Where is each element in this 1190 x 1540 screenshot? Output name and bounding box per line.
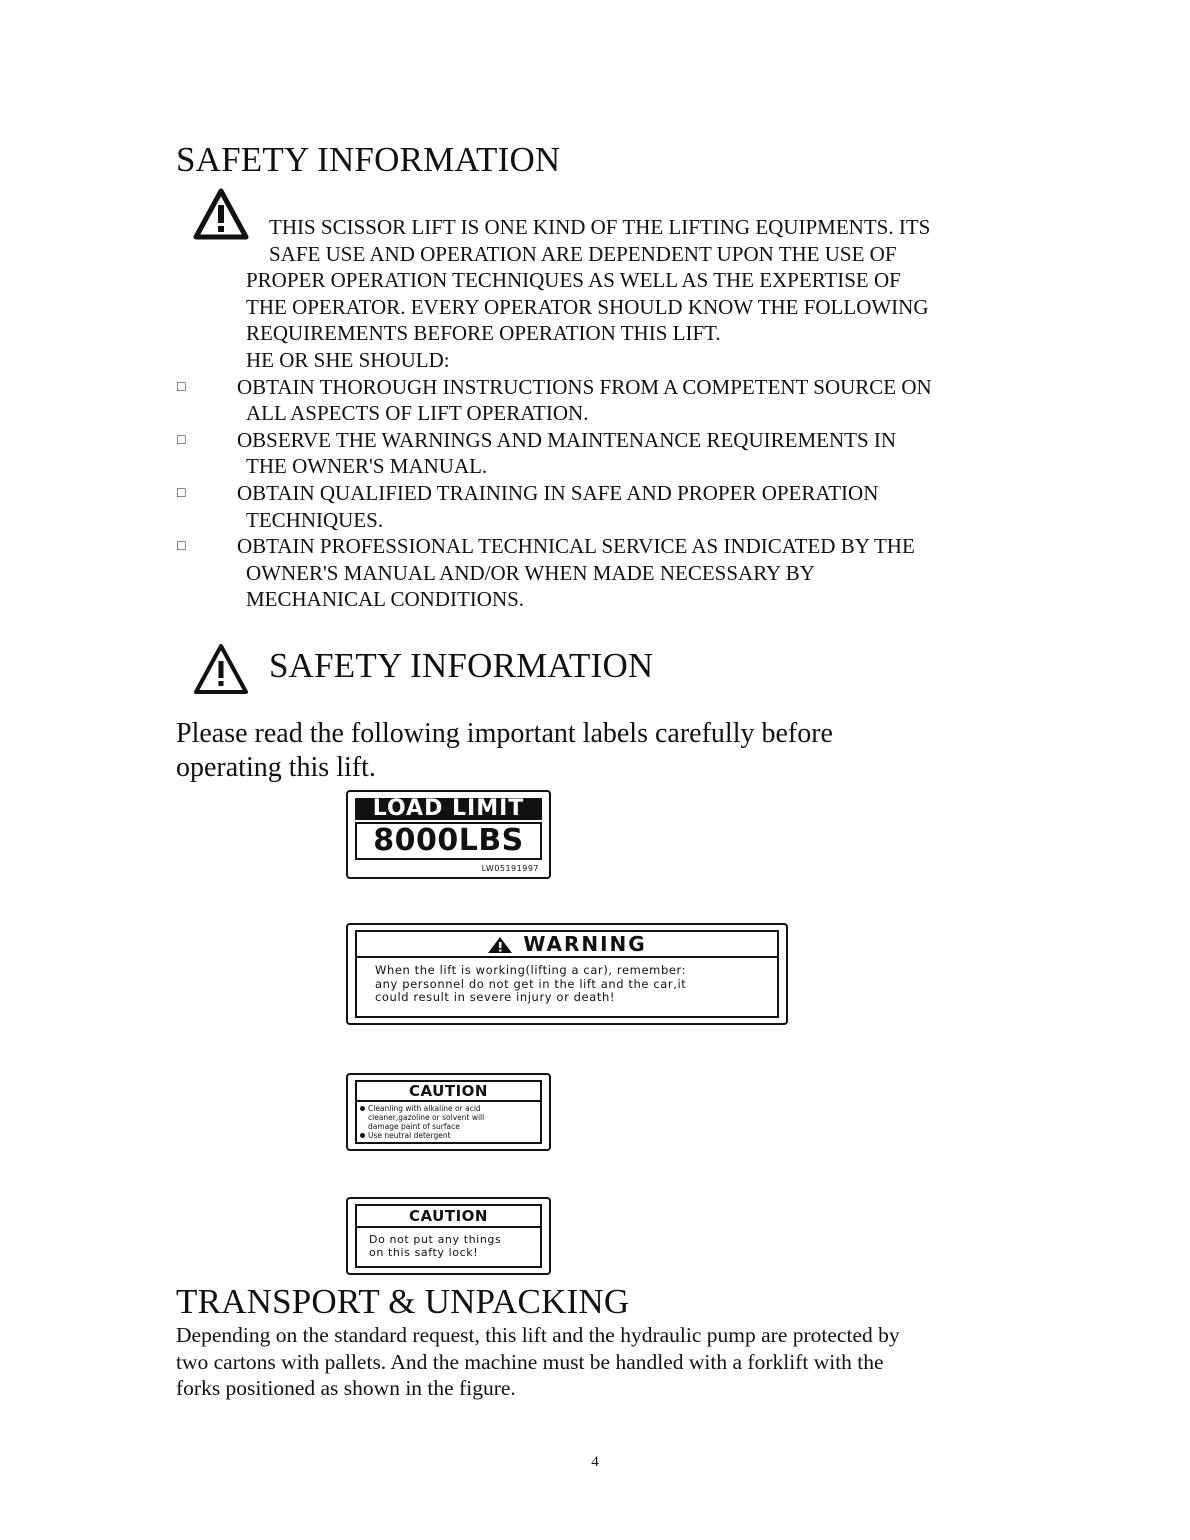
caution-text [360, 1104, 484, 1140]
caution-text-line: cleaner,gazoline or solvent will [368, 1113, 485, 1122]
intro-line: operating this lift. [176, 752, 376, 783]
intro-line: THE OPERATOR. EVERY OPERATOR SHOULD KNOW THE FOLLOWING [246, 294, 929, 319]
body-line: Depending on the standard request, this lift and the hydraulic pump are protected by [176, 1323, 900, 1347]
caution-header: CAUTION [357, 1206, 540, 1228]
bullet-text: MECHANICAL CONDITIONS. [246, 587, 525, 612]
load-limit-header: LOAD LIMIT [355, 798, 542, 820]
warning-label [346, 923, 788, 1025]
caution-header: CAUTION [357, 1082, 540, 1102]
bullet-checkbox-icon: □ [177, 380, 186, 395]
bullet-text: OBTAIN QUALIFIED TRAINING IN SAFE AND PROPER OPERATION [237, 481, 879, 505]
bullet-text: THE OWNER'S MANUAL. [246, 454, 488, 479]
caution-text-line: Do not put any things [369, 1233, 502, 1246]
section-title-safety: SAFETY INFORMATION [176, 140, 561, 179]
bullet-text: OWNER'S MANUAL AND/OR WHEN MADE NECESSARY BY [246, 560, 815, 585]
bullet-text: OBTAIN PROFESSIONAL TECHNICAL SERVICE AS INDICATED BY THE [237, 534, 915, 559]
bullet-checkbox-icon: □ [177, 486, 186, 501]
warning-text [375, 964, 686, 1005]
caution-inner-frame [355, 1080, 542, 1144]
intro-line: REQUIREMENTS BEFORE OPERATION THIS LIFT. [246, 321, 721, 346]
warning-triangle-icon [193, 643, 249, 695]
intro-line: SAFE USE AND OPERATION ARE DEPENDENT UPON THE USE OF [269, 241, 897, 266]
section-title-transport: TRANSPORT & UNPACKING [176, 1282, 630, 1321]
caution-inner-frame [355, 1204, 542, 1268]
bullet-dot-icon [360, 1106, 365, 1111]
caution-label [346, 1197, 551, 1275]
warning-header-bar [357, 932, 777, 958]
caution-text [369, 1233, 501, 1259]
load-limit-label [346, 790, 551, 879]
warning-text-line: any personnel do not get in the lift and the car,it [375, 976, 687, 991]
intro-line: THIS SCISSOR LIFT IS ONE KIND OF THE LIFTING EQUIPMENTS. ITS [269, 215, 931, 239]
warning-text-line: could result in severe injury or death! [375, 990, 616, 1004]
caution-text-line: Use neutral detergent [368, 1131, 451, 1140]
bullet-checkbox-icon: □ [177, 433, 186, 448]
warning-inner-frame [355, 930, 779, 1018]
intro-line: HE OR SHE SHOULD: [246, 348, 450, 372]
bullet-checkbox-icon: □ [177, 539, 186, 554]
bullet-text: OBSERVE THE WARNINGS AND MAINTENANCE REQUIREMENTS IN [237, 427, 897, 452]
bullet-text: OBTAIN THOROUGH INSTRUCTIONS FROM A COMPETENT SOURCE ON [237, 374, 932, 399]
bullet-dot-icon [360, 1133, 365, 1138]
warning-text-line: When the lift is working(lifting a car), remember: [375, 963, 687, 977]
page-number: 4 [591, 1454, 599, 1470]
bullet-text: TECHNIQUES. [246, 507, 384, 532]
label-code: LW05191997 [481, 864, 539, 873]
body-line: two cartons with pallets. And the machine must be handled with a forklift with the [176, 1349, 884, 1374]
intro-line: PROPER OPERATION TECHNIQUES AS WELL AS THE EXPERTISE OF [246, 268, 901, 293]
warning-small-icon [487, 936, 513, 954]
caution-text-line: damage paint of surface [368, 1122, 460, 1131]
caution-label [346, 1073, 551, 1151]
warning-header: WARNING [523, 932, 647, 956]
section-title-safety-2: SAFETY INFORMATION [269, 646, 654, 685]
load-limit-value: 8000LBS [355, 822, 542, 860]
intro-line: Please read the following important labels carefully before [176, 718, 833, 749]
caution-text-line: Cleanling with alkaline or acid [368, 1104, 481, 1113]
caution-text-line: on this safty lock! [369, 1246, 479, 1259]
body-line: forks positioned as shown in the figure. [176, 1376, 516, 1400]
warning-triangle-icon [193, 188, 249, 240]
bullet-text: ALL ASPECTS OF LIFT OPERATION. [246, 401, 589, 426]
